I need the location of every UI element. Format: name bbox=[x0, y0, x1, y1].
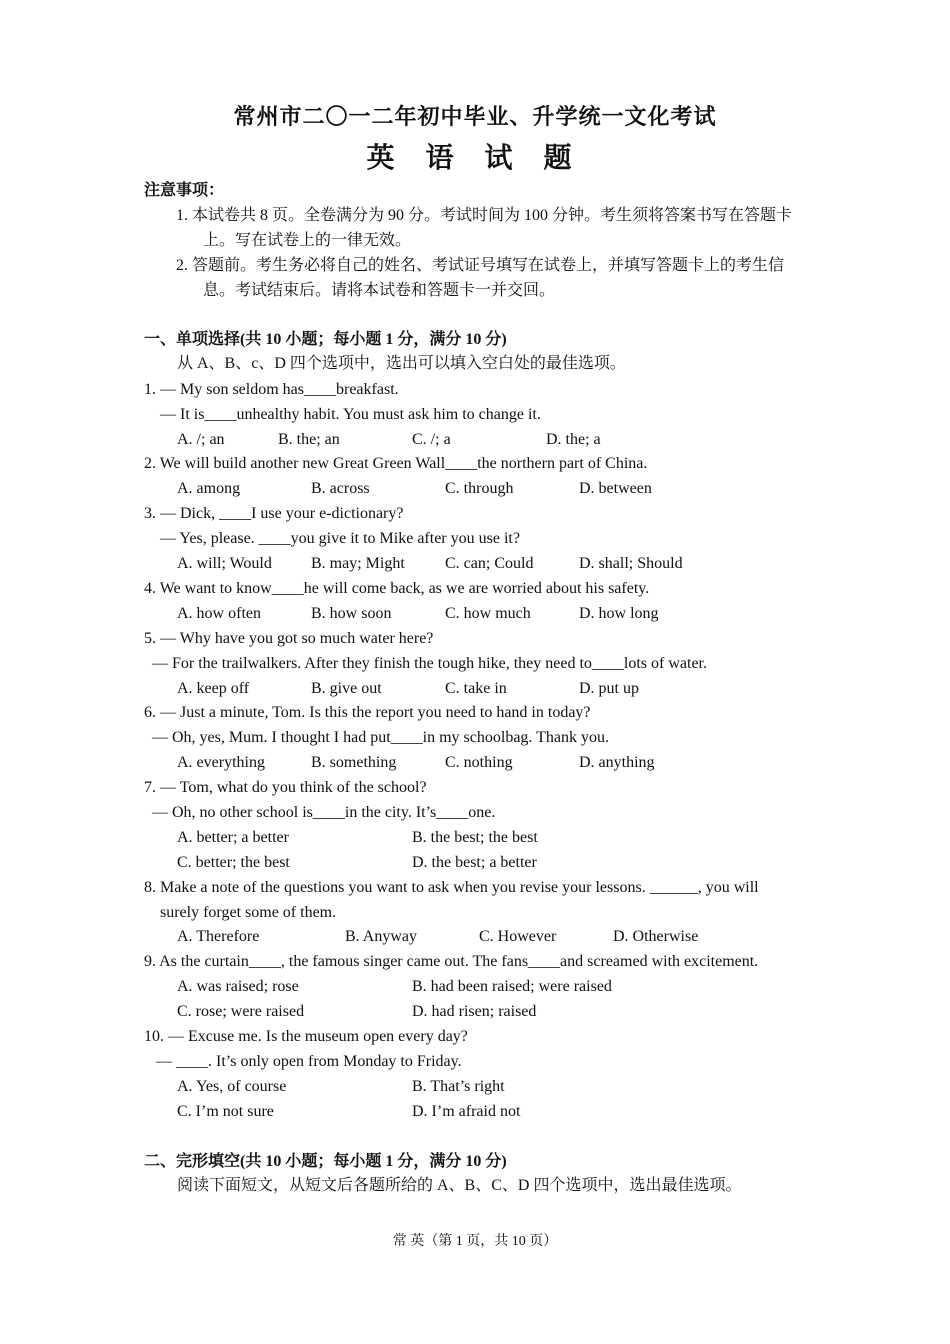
question-3-option-a: A. will; Would bbox=[177, 555, 272, 572]
question-1-line2: — It is____unhealthy habit. You must ask him to change it. bbox=[160, 406, 541, 423]
question-2-option-a: A. among bbox=[177, 480, 241, 497]
question-5-option-d: D. put up bbox=[579, 680, 639, 697]
question-8-option-c: C. However bbox=[479, 928, 557, 945]
question-8-option-b: B. Anyway bbox=[345, 928, 417, 945]
question-1-option-b: B. the; an bbox=[278, 431, 340, 448]
question-10-line1: 10. — Excuse me. Is the museum open every day? bbox=[144, 1028, 468, 1045]
question-3-option-c: C. can; Could bbox=[445, 555, 534, 572]
question-7-line1: 7. — Tom, what do you think of the school? bbox=[144, 779, 427, 796]
question-6-option-d: D. anything bbox=[579, 754, 655, 771]
notice-item-1-line2: 上。写在试卷上的一律无效。 bbox=[203, 232, 412, 249]
question-5-option-b: B. give out bbox=[311, 680, 382, 697]
question-7-option-d: D. the best; a better bbox=[412, 854, 537, 871]
question-5-line1: 5. — Why have you got so much water here? bbox=[144, 630, 434, 647]
question-5-option-c: C. take in bbox=[445, 680, 507, 697]
question-8-option-a: A. Therefore bbox=[177, 928, 260, 945]
question-1-option-c: C. /; a bbox=[412, 431, 451, 448]
question-10-option-b: B. That’s right bbox=[412, 1078, 505, 1095]
question-6-option-b: B. something bbox=[311, 754, 397, 771]
question-7-option-c: C. better; the best bbox=[177, 854, 290, 871]
question-2-option-d: D. between bbox=[579, 480, 652, 497]
question-10-option-a: A. Yes, of course bbox=[177, 1078, 287, 1095]
question-3-option-d: D. shall; Should bbox=[579, 555, 683, 572]
section1-instruction: 从 A、B、c、D 四个选项中，选出可以填入空白处的最佳选项。 bbox=[177, 355, 626, 372]
question-1-option-d: D. the; a bbox=[546, 431, 601, 448]
question-7-option-a: A. better; a better bbox=[177, 829, 289, 846]
question-9-line1: 9. As the curtain____, the famous singer came out. The fans____and screamed with excitement. bbox=[144, 953, 759, 970]
question-4-option-c: C. how much bbox=[445, 605, 531, 622]
question-9-option-b: B. had been raised; were raised bbox=[412, 978, 612, 995]
notice-item-2-line1: 2. 答题前。考生务必将自己的姓名、考试证号填写在试卷上，并填写答题卡上的考生信 bbox=[176, 257, 785, 274]
question-8-line2: surely forget some of them. bbox=[160, 904, 337, 921]
question-7-line2: — Oh, no other school is____in the city. It’s____one. bbox=[152, 804, 496, 821]
question-10-line2: — ____. It’s only open from Monday to Friday. bbox=[156, 1053, 462, 1070]
question-5-option-a: A. keep off bbox=[177, 680, 250, 697]
question-3-option-b: B. may; Might bbox=[311, 555, 405, 572]
question-9-option-a: A. was raised; rose bbox=[177, 978, 299, 995]
question-6-line1: 6. — Just a minute, Tom. Is this the report you need to hand in today? bbox=[144, 704, 591, 721]
notice-label: 注意事项： bbox=[144, 182, 225, 199]
question-4-option-d: D. how long bbox=[579, 605, 659, 622]
question-2-option-c: C. through bbox=[445, 480, 514, 497]
question-2-line1: 2. We will build another new Great Green Wall____the northern part of China. bbox=[144, 455, 648, 472]
question-10-option-c: C. I’m not sure bbox=[177, 1103, 274, 1120]
exam-title: 常州市二〇一二年初中毕业、升学统一文化考试 bbox=[233, 104, 717, 129]
subject-title: 英 语 试 题 bbox=[366, 143, 584, 174]
question-9-option-d: D. had risen; raised bbox=[412, 1003, 537, 1020]
question-1-option-a: A. /; an bbox=[177, 431, 225, 448]
page-footer: 常 英（第 1 页，共 10 页） bbox=[392, 1234, 558, 1249]
question-6-option-c: C. nothing bbox=[445, 754, 513, 771]
notice-item-2-line2: 息。考试结束后。请将本试卷和答题卡一并交回。 bbox=[203, 282, 556, 299]
question-10-option-d: D. I’m afraid not bbox=[412, 1103, 521, 1120]
question-1-line1: 1. — My son seldom has____breakfast. bbox=[144, 381, 399, 398]
question-7-option-b: B. the best; the best bbox=[412, 829, 538, 846]
question-8-line1: 8. Make a note of the questions you want to ask when you revise your lessons. ______, you will bbox=[144, 879, 759, 896]
question-5-line2: — For the trailwalkers. After they finish the tough hike, they need to____lots of water. bbox=[152, 655, 707, 672]
question-6-line2: — Oh, yes, Mum. I thought I had put____in my schoolbag. Thank you. bbox=[152, 729, 609, 746]
question-3-line2: — Yes, please. ____you give it to Mike after you use it? bbox=[160, 530, 520, 547]
question-3-line1: 3. — Dick, ____I use your e-dictionary? bbox=[144, 505, 404, 522]
section2-instruction: 阅读下面短文，从短文后各题所给的 A、B、C、D 四个选项中，选出最佳选项。 bbox=[177, 1177, 742, 1194]
question-9-option-c: C. rose; were raised bbox=[177, 1003, 305, 1020]
question-8-option-d: D. Otherwise bbox=[613, 928, 699, 945]
section1-heading: 一、单项选择(共 10 小题；每小题 1 分，满分 10 分) bbox=[144, 331, 507, 348]
question-4-option-b: B. how soon bbox=[311, 605, 392, 622]
question-4-line1: 4. We want to know____he will come back, as we are worried about his safety. bbox=[144, 580, 650, 597]
question-6-option-a: A. everything bbox=[177, 754, 265, 771]
notice-item-1-line1: 1. 本试卷共 8 页。全卷满分为 90 分。考试时间为 100 分钟。考生须将答案书写在答题卡 bbox=[176, 207, 793, 224]
question-2-option-b: B. across bbox=[311, 480, 370, 497]
section2-heading: 二、完形填空(共 10 小题；每小题 1 分，满分 10 分) bbox=[144, 1153, 507, 1170]
question-4-option-a: A. how often bbox=[177, 605, 261, 622]
